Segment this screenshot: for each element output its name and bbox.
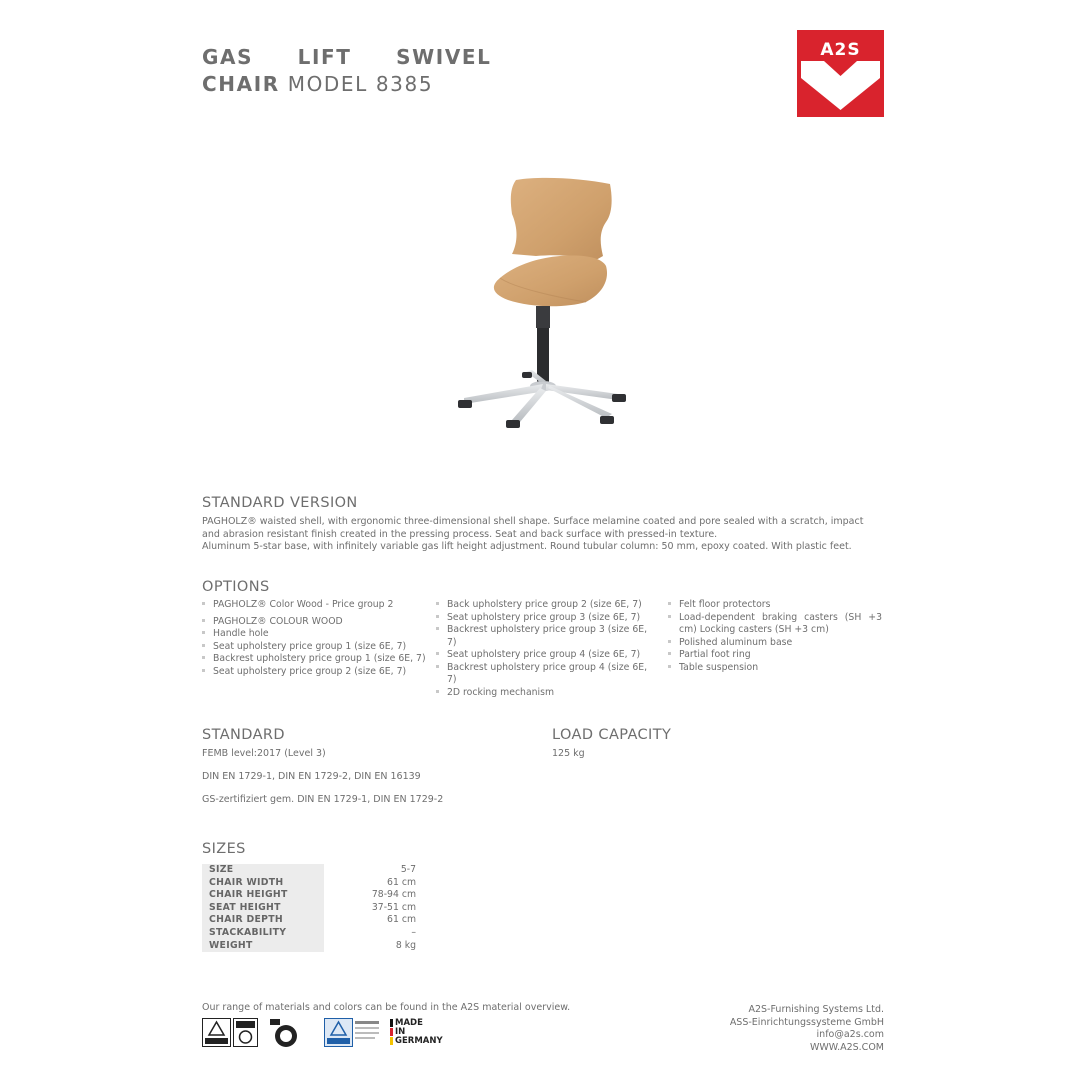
option-item: Back upholstery price group 2 (size 6E, 7): [436, 599, 648, 612]
standard-line: DIN EN 1729-1, DIN EN 1729-2, DIN EN 16139: [202, 771, 421, 782]
size-value: 37-51 cm: [371, 901, 416, 913]
table-row: [202, 902, 416, 915]
option-item: Seat upholstery price group 4 (size 6E, 7): [436, 649, 648, 662]
option-item: Backrest upholstery price group 1 (size 6E, 7): [202, 653, 427, 666]
option-item: Seat upholstery price group 3 (size 6E, 7): [436, 612, 648, 625]
size-value: –: [411, 926, 416, 938]
company-website: WWW.A2S.COM: [809, 1041, 884, 1053]
option-item: 2D rocking mechanism: [436, 687, 648, 700]
company-name: A2S-Furnishing Systems Ltd.: [748, 1004, 884, 1015]
option-item: Partial foot ring: [668, 649, 882, 662]
company-name-de: ASS-Einrichtungssysteme GmbH: [729, 1016, 884, 1028]
company-info: [730, 1004, 884, 1054]
option-item: Load-dependent braking casters (SH +3 cm) Locking casters (SH +3 cm): [668, 612, 882, 637]
size-value: 5-7: [400, 864, 416, 875]
option-item: Table suspension: [668, 662, 882, 675]
size-label: STACKABILITY: [202, 927, 324, 940]
title-line-2-rest: MODEL 8385: [287, 72, 434, 96]
size-value: 61 cm: [387, 914, 416, 926]
made-in-germany-line: GERMANY: [395, 1035, 443, 1046]
option-item: PAGHOLZ® COLOUR WOOD: [202, 616, 427, 629]
materials-note: Our range of materials and colors can be found in the A2S material overview.: [202, 1002, 571, 1013]
size-label: SIZE: [202, 864, 324, 877]
options-list-col1: [202, 599, 427, 678]
option-item: Seat upholstery price group 1 (size 6E, 7): [202, 641, 427, 654]
table-row: [202, 914, 416, 927]
tuv-iso-icon: [324, 1018, 382, 1047]
table-row: [202, 864, 416, 877]
size-label: SEAT HEIGHT: [202, 902, 324, 915]
standard-line: GS-zertifiziert gem. DIN EN 1729-1, DIN EN 1729-2: [202, 794, 444, 805]
options-list-col2: [436, 599, 648, 699]
made-in-germany-mark: [395, 1019, 443, 1045]
size-value: 78-94 cm: [371, 889, 416, 901]
company-email: info@a2s.com: [816, 1029, 884, 1040]
standard-version-line: PAGHOLZ® waisted shell, with ergonomic three-dimensional shell shape. Surface melamine coated and pore sealed with a scratch, impact: [202, 516, 864, 527]
sizes-heading: SIZES: [202, 841, 246, 857]
option-item: Backrest upholstery price group 3 (size 6E, 7): [436, 624, 648, 649]
made-in-germany-line: MADE: [395, 1018, 423, 1028]
a2s-logo: [797, 30, 884, 117]
table-row: [202, 927, 416, 940]
size-label: CHAIR WIDTH: [202, 877, 324, 890]
tuv-gs-icon: [202, 1018, 231, 1047]
size-label: CHAIR DEPTH: [202, 914, 324, 927]
chair-illustration: [440, 170, 640, 440]
option-item: Backrest upholstery price group 4 (size 6E, 7): [436, 662, 648, 687]
certification-logos: [202, 1018, 462, 1048]
size-value: 61 cm: [387, 876, 416, 888]
title-line-1: GAS LIFT SWIVEL: [202, 45, 492, 69]
option-item: PAGHOLZ® Color Wood - Price group 2: [202, 599, 427, 612]
made-in-germany-line: IN: [395, 1026, 406, 1037]
size-value: 8 kg: [395, 939, 416, 951]
gs-approval-icon: [233, 1018, 258, 1047]
title-line-2: [202, 71, 492, 98]
standard-version-heading: STANDARD VERSION: [202, 495, 358, 511]
standard-line: FEMB level:2017 (Level 3): [202, 748, 326, 759]
table-row: [202, 940, 416, 953]
option-item: Polished aluminum base: [668, 637, 882, 650]
size-label: CHAIR HEIGHT: [202, 889, 324, 902]
standard-version-line: Aluminum 5-star base, with infinitely variable gas lift height adjustment. Round tubular column: 50 mm, epoxy coated. With plastic feet.: [202, 541, 852, 552]
gs-seal-icon: [268, 1018, 301, 1048]
chair-image: [440, 170, 640, 440]
standard-version-line: and abrasion resistant finish created in the pressing process. Seat and back surface with pressed-in texture.: [202, 528, 718, 540]
sizes-table: [202, 864, 416, 952]
options-heading: OPTIONS: [202, 579, 270, 595]
logo-text: A2S: [820, 40, 861, 60]
a2s-logo-mark: [797, 30, 884, 117]
table-row: [202, 877, 416, 890]
size-label: WEIGHT: [202, 940, 324, 953]
title-line-2-bold: CHAIR: [202, 72, 280, 96]
option-item: Seat upholstery price group 2 (size 6E, 7): [202, 666, 427, 679]
standard-version-description: [202, 516, 892, 554]
table-row: [202, 889, 416, 902]
options-list-col3: [668, 599, 882, 674]
option-item: Felt floor protectors: [668, 599, 882, 612]
option-item: Handle hole: [202, 628, 427, 641]
standard-heading: STANDARD: [202, 727, 285, 743]
product-title: [202, 44, 492, 98]
load-capacity-value: 125 kg: [552, 748, 585, 759]
load-capacity-heading: LOAD CAPACITY: [552, 727, 672, 743]
